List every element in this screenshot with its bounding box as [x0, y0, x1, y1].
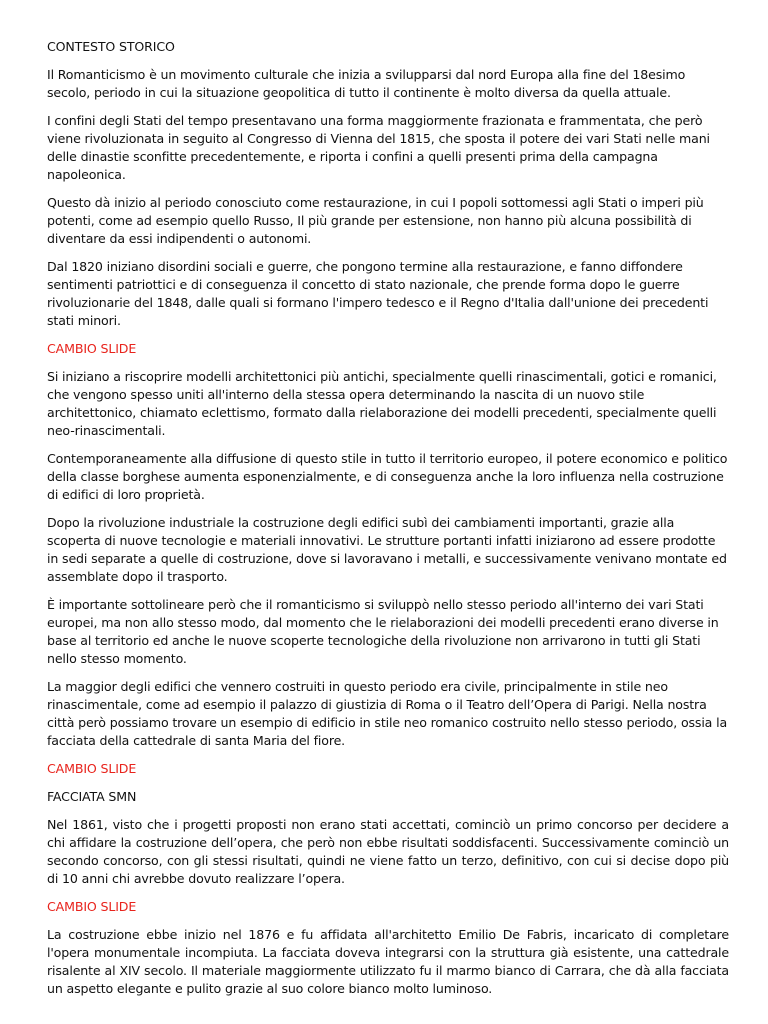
paragraph-4: Dal 1820 iniziano disordini sociali e guerre, che pongono termine alla restaurazione, e fanno diffondere sentimenti patriottici e di conseguenza il concetto di stato nazionale, che prende forma dopo le guerre rivoluzionarie del 1848, dalle quali si formano l'impero tedesco e il Regno d'Italia dall'unione dei precedenti stati minori.: [47, 259, 709, 328]
paragraph-5: Si iniziano a riscoprire modelli architettonici più antichi, specialmente quelli rinascimentali, gotici e romanici, che vengono spesso uniti all'interno della stessa opera determinando la nascita di un nuovo stile architettonico, chiamato eclettismo, formato dalla rielaborazione dei modelli precedenti, specialmente quelli neo-rinascimentali.: [47, 369, 717, 438]
section-heading-contesto-storico: CONTESTO STORICO: [47, 39, 175, 54]
paragraph-6: Contemporaneamente alla diffusione di questo stile in tutto il territorio europeo, il potere economico e politico della classe borghese aumenta esponenzialmente, e di conseguenza anche la loro influenza nella costruzione di edifici di loro proprietà.: [47, 451, 728, 502]
paragraph-9: La maggior degli edifici che vennero costruiti in questo periodo era civile, principalmente in stile neo rinascimentale, come ad esempio il palazzo di giustizia di Roma o il Teatro dell’Opera di Parigi. Nella nostra città però possiamo trovare un esempio di edificio in stile neo romanico costruito nello stesso periodo, ossia la facciata della cattedrale di santa Maria del fiore.: [47, 679, 728, 748]
paragraph-10: Nel 1861, visto che i progetti proposti non erano stati accettati, cominciò un primo concorso per decidere a chi affidare la costruzione dell’opera, che però non ebbe risultati soddisfacenti. Successivamente cominciò un secondo concorso, con gli stessi risultati, quindi ne viene fatto un terzo, definitivo, con cui si decise dopo più di 10 anni chi avrebbe dovuto realizzare l’opera.: [47, 817, 729, 886]
document-page: [47, 38, 729, 1008]
paragraph-3: Questo dà inizio al periodo conosciuto come restaurazione, in cui I popoli sottomessi agli Stati o imperi più potenti, come ad esempio quello Russo, Il più grande per estensione, non hanno più alcuna possibilità di diventare da essi indipendenti o autonomi.: [47, 195, 704, 246]
paragraph-2: I confini degli Stati del tempo presentavano una forma maggiormente frazionata e frammentata, che però viene rivoluzionata in seguito al Congresso di Vienna del 1815, che sposta il potere dei vari Stati nelle mani delle dinastie sconfitte precedentemente, e riporta i confini a quelli presenti prima della campagna napoleonica.: [47, 113, 710, 182]
paragraph-11: La costruzione ebbe inizio nel 1876 e fu affidata all'architetto Emilio De Fabris, incaricato di completare l'opera monumentale incompiuta. La facciata doveva integrarsi con la struttura già esistente, una cattedrale risalente al XIV secolo. Il materiale maggiormente utilizzato fu il marmo bianco di Carrara, che dà alla facciata un aspetto elegante e pulito grazie al suo colore bianco molto luminoso.: [47, 927, 729, 996]
paragraph-1: Il Romanticismo è un movimento culturale che inizia a svilupparsi dal nord Europa alla fine del 18esimo secolo, periodo in cui la situazione geopolitica di tutto il continente è molto diversa da quella attuale.: [47, 67, 686, 100]
slide-marker-2: CAMBIO SLIDE: [47, 761, 137, 776]
paragraph-8: È importante sottolineare però che il romanticismo si sviluppò nello stesso periodo all'interno dei vari Stati europei, ma non allo stesso modo, dal momento che le rielaborazioni dei modelli precedenti erano diverse in base al territorio ed anche le nuove scoperte tecnologiche della rivoluzione non arrivarono in tutti gli Stati nello stesso momento.: [47, 597, 719, 666]
slide-marker-1: CAMBIO SLIDE: [47, 341, 137, 356]
slide-marker-3: CAMBIO SLIDE: [47, 899, 137, 914]
section-heading-facciata: FACCIATA SMN: [47, 789, 137, 804]
paragraph-7: Dopo la rivoluzione industriale la costruzione degli edifici subì dei cambiamenti importanti, grazie alla scoperta di nuove tecnologie e materiali innovativi. Le strutture portanti infatti iniziarono ad essere prodotte in sedi separate a quelle di costruzione, dove si lavoravano i metalli, e successivamente venivano montate ed assemblate dopo il trasporto.: [47, 515, 727, 584]
